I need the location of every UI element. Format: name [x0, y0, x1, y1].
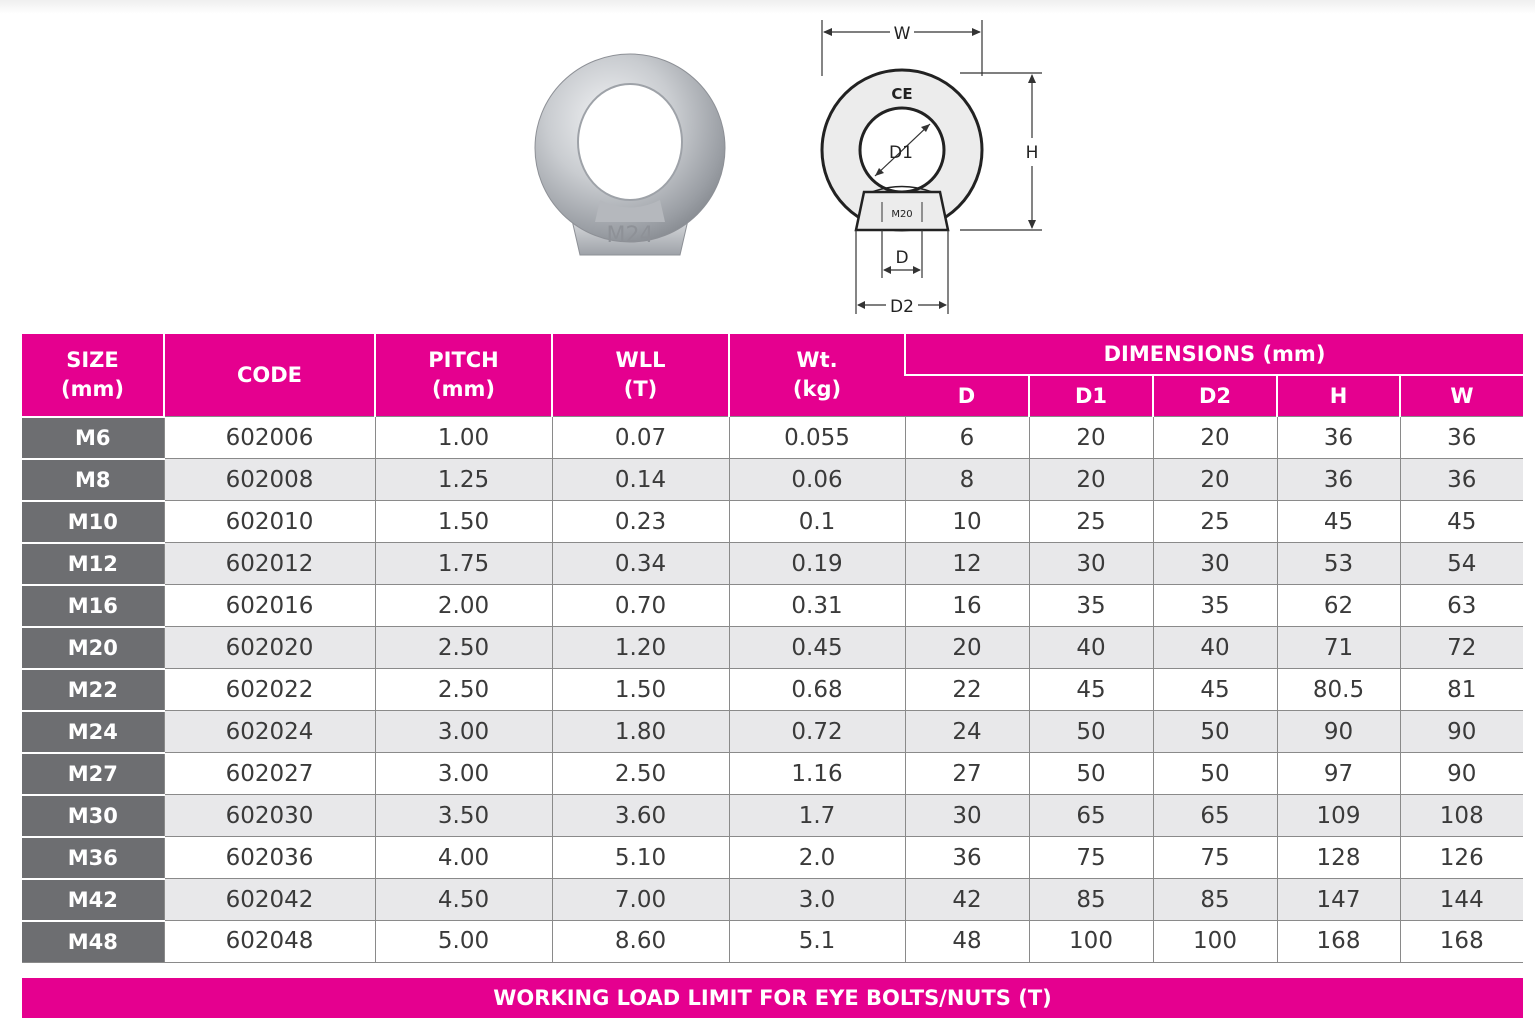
cell-code: 602048	[164, 921, 375, 963]
table-row	[22, 585, 1523, 627]
cell-wll: 1.20	[552, 627, 729, 669]
cell-w: 36	[1400, 417, 1523, 459]
cell-d1: 75	[1029, 837, 1153, 879]
cell-d2: 20	[1153, 417, 1277, 459]
cell-size: M36	[22, 837, 164, 879]
cell-wt: 0.68	[729, 669, 905, 711]
cell-d2: 35	[1153, 585, 1277, 627]
cell-d: 6	[905, 417, 1029, 459]
header-size	[22, 334, 164, 417]
header-pitch	[375, 334, 552, 417]
cell-d2: 50	[1153, 711, 1277, 753]
cell-d: 36	[905, 837, 1029, 879]
cell-h: 109	[1277, 795, 1400, 837]
cell-w: 72	[1400, 627, 1523, 669]
cell-code: 602008	[164, 459, 375, 501]
cell-size: M10	[22, 501, 164, 543]
cell-pitch: 1.25	[375, 459, 552, 501]
cell-wll: 7.00	[552, 879, 729, 921]
cell-wt: 0.45	[729, 627, 905, 669]
cell-h: 36	[1277, 459, 1400, 501]
table-row	[22, 837, 1523, 879]
cell-size: M16	[22, 585, 164, 627]
cell-d2: 75	[1153, 837, 1277, 879]
cell-wll: 0.07	[552, 417, 729, 459]
cell-pitch: 3.00	[375, 711, 552, 753]
cell-d: 24	[905, 711, 1029, 753]
cell-code: 602024	[164, 711, 375, 753]
cell-size: M6	[22, 417, 164, 459]
table-row	[22, 459, 1523, 501]
cell-wll: 0.70	[552, 585, 729, 627]
cell-h: 36	[1277, 417, 1400, 459]
cell-pitch: 1.00	[375, 417, 552, 459]
table-row	[22, 627, 1523, 669]
cell-w: 90	[1400, 753, 1523, 795]
cell-code: 602036	[164, 837, 375, 879]
diagram-thread-label: M20	[891, 209, 913, 220]
table-row	[22, 795, 1523, 837]
cell-wt: 2.0	[729, 837, 905, 879]
cell-w: 63	[1400, 585, 1523, 627]
cell-pitch: 2.00	[375, 585, 552, 627]
cell-wt: 0.06	[729, 459, 905, 501]
cell-w: 90	[1400, 711, 1523, 753]
cell-wt: 0.31	[729, 585, 905, 627]
cell-d: 8	[905, 459, 1029, 501]
cell-d2: 100	[1153, 921, 1277, 963]
cell-w: 126	[1400, 837, 1523, 879]
cell-h: 80.5	[1277, 669, 1400, 711]
cell-wll: 8.60	[552, 921, 729, 963]
cell-w: 108	[1400, 795, 1523, 837]
table-row	[22, 921, 1523, 963]
cell-w: 144	[1400, 879, 1523, 921]
cell-pitch: 1.50	[375, 501, 552, 543]
eye-nut-diagram	[810, 16, 1060, 318]
table-row	[22, 501, 1523, 543]
header-size-line2: (mm)	[61, 376, 124, 401]
cell-d1: 50	[1029, 711, 1153, 753]
cell-d2: 30	[1153, 543, 1277, 585]
diagram-d-label: D	[895, 248, 909, 268]
cell-wll: 1.50	[552, 669, 729, 711]
wll-banner	[22, 978, 1523, 1018]
table-row	[22, 753, 1523, 795]
cell-d: 42	[905, 879, 1029, 921]
cell-code: 602010	[164, 501, 375, 543]
cell-wll: 2.50	[552, 753, 729, 795]
cell-d1: 20	[1029, 459, 1153, 501]
cell-size: M12	[22, 543, 164, 585]
cell-pitch: 3.50	[375, 795, 552, 837]
cell-w: 45	[1400, 501, 1523, 543]
cell-d: 27	[905, 753, 1029, 795]
eye-nut-photo	[530, 50, 730, 260]
cell-wt: 3.0	[729, 879, 905, 921]
cell-h: 62	[1277, 585, 1400, 627]
header-wll	[552, 334, 729, 417]
cell-d: 12	[905, 543, 1029, 585]
header-pitch-line1: PITCH	[428, 348, 499, 372]
header-wt	[729, 334, 905, 417]
diagram-d2-label: D2	[890, 297, 914, 317]
cell-d: 30	[905, 795, 1029, 837]
cell-h: 97	[1277, 753, 1400, 795]
eye-nut-spec-table	[22, 334, 1523, 963]
cell-wll: 5.10	[552, 837, 729, 879]
cell-wt: 1.16	[729, 753, 905, 795]
cell-d1: 35	[1029, 585, 1153, 627]
header-wll-line2: (T)	[623, 377, 658, 401]
table-row	[22, 879, 1523, 921]
cell-code: 602022	[164, 669, 375, 711]
cell-d2: 85	[1153, 879, 1277, 921]
diagram-h-label: H	[1025, 143, 1039, 163]
cell-wll: 0.34	[552, 543, 729, 585]
cell-pitch: 2.50	[375, 669, 552, 711]
header-w: W	[1400, 375, 1523, 417]
header-wll-line1: WLL	[615, 348, 666, 372]
photo-size-mark: M24	[606, 223, 654, 248]
cell-d1: 30	[1029, 543, 1153, 585]
cell-code: 602020	[164, 627, 375, 669]
cell-wt: 1.7	[729, 795, 905, 837]
cell-d2: 65	[1153, 795, 1277, 837]
cell-d1: 50	[1029, 753, 1153, 795]
cell-wll: 1.80	[552, 711, 729, 753]
cell-code: 602006	[164, 417, 375, 459]
ce-mark: CE	[891, 85, 913, 103]
cell-d1: 40	[1029, 627, 1153, 669]
cell-pitch: 4.00	[375, 837, 552, 879]
cell-h: 53	[1277, 543, 1400, 585]
cell-code: 602027	[164, 753, 375, 795]
cell-code: 602012	[164, 543, 375, 585]
cell-d2: 45	[1153, 669, 1277, 711]
cell-wt: 0.72	[729, 711, 905, 753]
table-row	[22, 417, 1523, 459]
top-shade	[0, 0, 1535, 14]
cell-w: 54	[1400, 543, 1523, 585]
diagram-d1-label: D1	[889, 143, 913, 163]
cell-wt: 5.1	[729, 921, 905, 963]
header-wt-line1: Wt.	[796, 348, 838, 372]
cell-size: M30	[22, 795, 164, 837]
cell-size: M8	[22, 459, 164, 501]
header-h: H	[1277, 375, 1400, 417]
cell-d: 10	[905, 501, 1029, 543]
cell-wll: 3.60	[552, 795, 729, 837]
cell-w: 168	[1400, 921, 1523, 963]
table-row	[22, 711, 1523, 753]
cell-h: 168	[1277, 921, 1400, 963]
cell-d1: 85	[1029, 879, 1153, 921]
table-row	[22, 543, 1523, 585]
cell-d2: 25	[1153, 501, 1277, 543]
cell-w: 81	[1400, 669, 1523, 711]
cell-d1: 20	[1029, 417, 1153, 459]
cell-d1: 100	[1029, 921, 1153, 963]
cell-h: 90	[1277, 711, 1400, 753]
cell-size: M42	[22, 879, 164, 921]
cell-pitch: 5.00	[375, 921, 552, 963]
cell-size: M48	[22, 921, 164, 963]
cell-h: 45	[1277, 501, 1400, 543]
cell-size: M22	[22, 669, 164, 711]
cell-code: 602030	[164, 795, 375, 837]
cell-h: 71	[1277, 627, 1400, 669]
cell-wll: 0.14	[552, 459, 729, 501]
cell-wt: 0.19	[729, 543, 905, 585]
header-d: D	[905, 375, 1029, 417]
cell-wt: 0.055	[729, 417, 905, 459]
cell-d: 16	[905, 585, 1029, 627]
cell-h: 147	[1277, 879, 1400, 921]
spec-table-body	[22, 417, 1523, 963]
wll-banner-title: WORKING LOAD LIMIT FOR EYE BOLTS/NUTS (T)	[493, 986, 1052, 1010]
cell-d2: 20	[1153, 459, 1277, 501]
cell-d1: 25	[1029, 501, 1153, 543]
header-d1: D1	[1029, 375, 1153, 417]
cell-code: 602042	[164, 879, 375, 921]
cell-d: 22	[905, 669, 1029, 711]
cell-h: 128	[1277, 837, 1400, 879]
cell-d: 48	[905, 921, 1029, 963]
cell-size: M24	[22, 711, 164, 753]
cell-wll: 0.23	[552, 501, 729, 543]
cell-w: 36	[1400, 459, 1523, 501]
cell-pitch: 3.00	[375, 753, 552, 795]
header-d2: D2	[1153, 375, 1277, 417]
cell-wt: 0.1	[729, 501, 905, 543]
cell-d1: 45	[1029, 669, 1153, 711]
diagram-w-label: W	[893, 24, 911, 44]
header-code-label: CODE	[236, 362, 303, 387]
cell-d: 20	[905, 627, 1029, 669]
cell-d2: 40	[1153, 627, 1277, 669]
header-pitch-line2: (mm)	[432, 377, 495, 401]
header-size-line1: SIZE	[66, 347, 119, 372]
table-row	[22, 669, 1523, 711]
cell-pitch: 2.50	[375, 627, 552, 669]
cell-d2: 50	[1153, 753, 1277, 795]
cell-code: 602016	[164, 585, 375, 627]
cell-pitch: 1.75	[375, 543, 552, 585]
cell-size: M20	[22, 627, 164, 669]
header-wt-line2: (kg)	[792, 377, 842, 401]
cell-pitch: 4.50	[375, 879, 552, 921]
header-dimensions: DIMENSIONS (mm)	[905, 334, 1523, 375]
cell-d1: 65	[1029, 795, 1153, 837]
cell-size: M27	[22, 753, 164, 795]
header-code	[164, 334, 375, 417]
